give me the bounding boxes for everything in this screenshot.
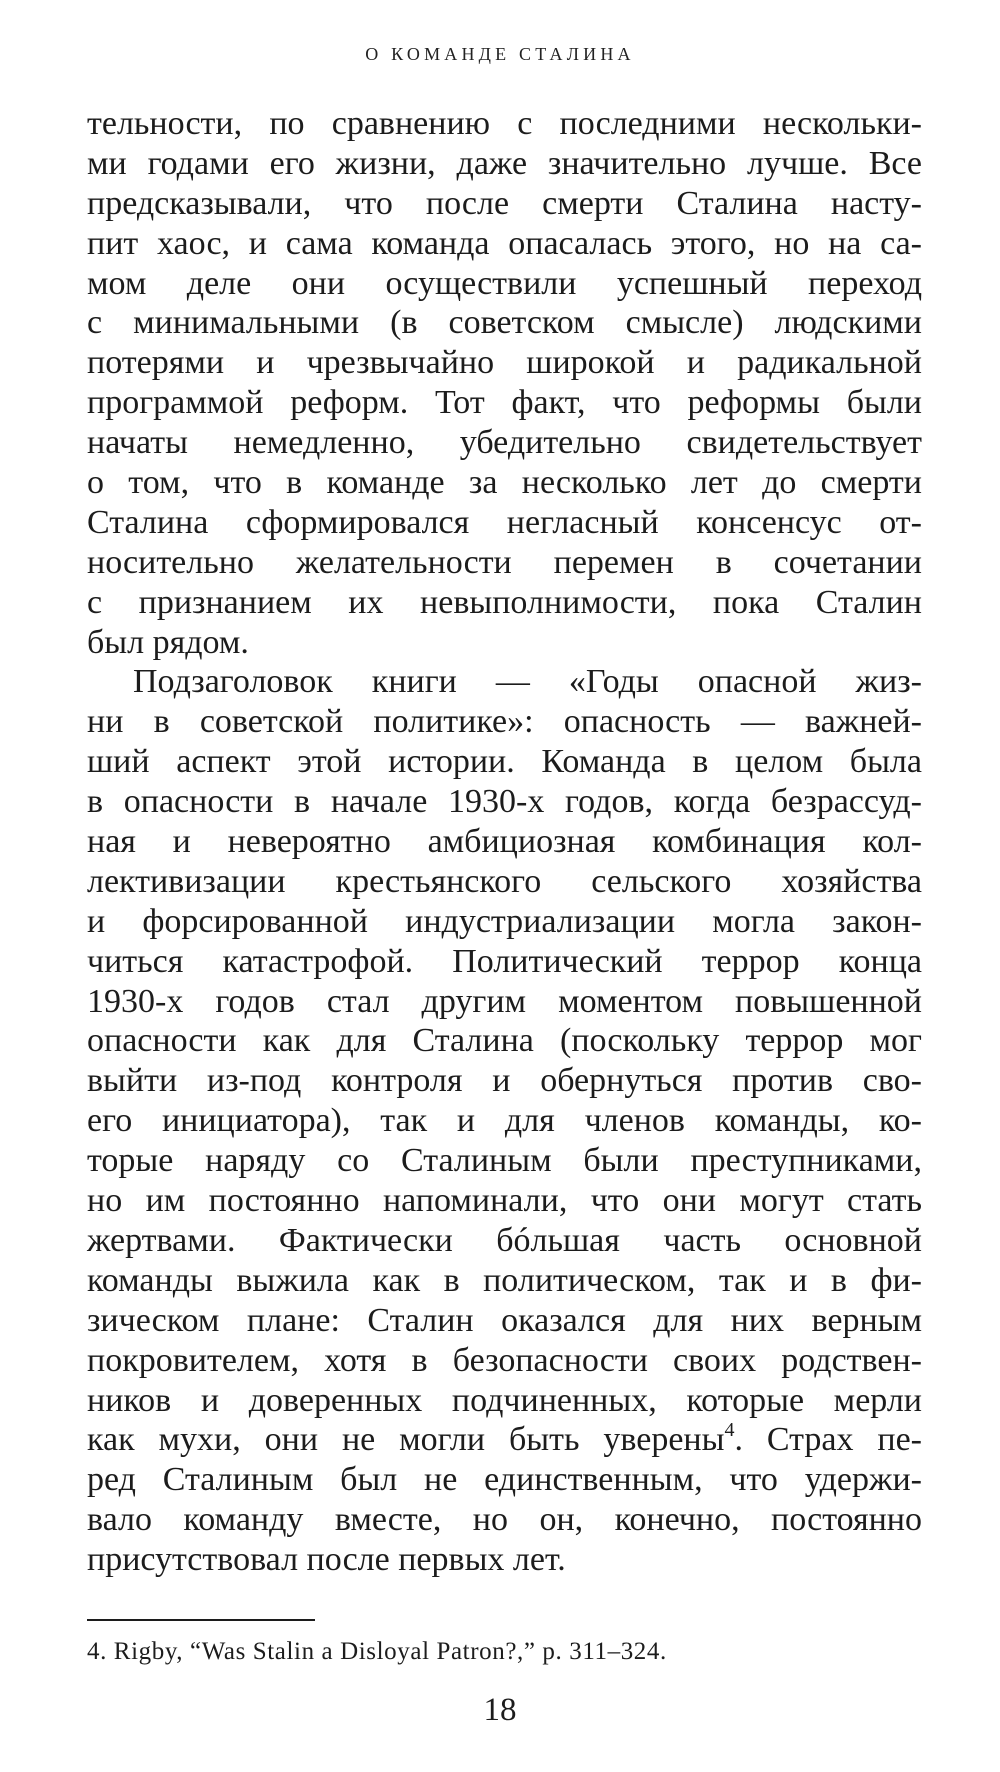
- text-line: о том, что в команде за несколько лет до смерти: [87, 464, 922, 502]
- text-line: мом деле они осуществили успешный переход: [87, 264, 922, 302]
- footnote-divider: [87, 1619, 315, 1621]
- text-fragment: . Страх пе-: [734, 1421, 922, 1459]
- text-line: ников и доверенных подчиненных, которые мерли: [87, 1381, 922, 1419]
- text-line: выйти из-под контроля и обернуться против сво-: [87, 1062, 922, 1100]
- text-line: Подзаголовок книги — «Годы опасной жиз-: [133, 663, 922, 701]
- footnote-reference[interactable]: 4: [724, 1419, 735, 1442]
- running-head: О КОМАНДЕ СТАЛИНА: [365, 44, 635, 64]
- text-line: пит хаос, и сама команда опасалась этого, но на са-: [87, 224, 922, 262]
- text-line: ми годами его жизни, даже значительно лучше. Все: [87, 144, 922, 182]
- footnote-text: 4. Rigby, “Was Stalin a Disloyal Patron?,” p. 311–324.: [87, 1638, 667, 1665]
- text-line: программой реформ. Тот факт, что реформы были: [87, 384, 922, 422]
- text-line: ная и невероятно амбициозная комбинация кол-: [87, 823, 922, 861]
- text-line: присутствовал после первых лет.: [87, 1541, 566, 1579]
- text-line: опасности как для Сталина (поскольку террор мог: [87, 1022, 922, 1060]
- text-line-with-footnote-ref: [87, 1420, 922, 1460]
- text-line: ред Сталиным был не единственным, что удержи-: [87, 1461, 922, 1499]
- text-line: носительно желательности перемен в сочетании: [87, 543, 922, 581]
- text-line: его инициатора), так и для членов команды, ко-: [87, 1102, 922, 1140]
- text-line: читься катастрофой. Политический террор конца: [87, 942, 922, 980]
- text-line: но им постоянно напоминали, что они могут стать: [87, 1182, 922, 1220]
- text-line: ни в советской политике»: опасность — важней-: [87, 703, 922, 741]
- text-line: вало команду вместе, но он, конечно, постоянно: [87, 1501, 922, 1539]
- paragraph-2: [87, 662, 922, 1579]
- text-line: с признанием их невыполнимости, пока Сталин: [87, 583, 922, 621]
- text-line: начаты немедленно, убедительно свидетельствует: [87, 424, 922, 462]
- page-number: 18: [483, 1692, 517, 1728]
- text-line: зическом плане: Сталин оказался для них верным: [87, 1301, 922, 1339]
- text-line: ший аспект этой истории. Команда в целом была: [87, 743, 922, 781]
- text-line: был рядом.: [87, 623, 249, 661]
- text-fragment: как мухи, они не могли быть уверены: [87, 1421, 725, 1459]
- text-line: потерями и чрезвычайно широкой и радикальной: [87, 344, 922, 382]
- paragraph-1: [87, 104, 922, 662]
- text-line: команды выжила как в политическом, так и в фи-: [87, 1261, 922, 1299]
- text-line: покровителем, хотя в безопасности своих родствен-: [87, 1341, 922, 1379]
- text-line: тельности, по сравнению с последними нескольки-: [87, 105, 922, 142]
- text-line: и форсированной индустриализации могла закон-: [87, 902, 922, 940]
- text-line: лективизации крестьянского сельского хозяйства: [87, 862, 922, 900]
- text-line: в опасности в начале 1930-х годов, когда безрассуд-: [87, 783, 922, 821]
- text-line: с минимальными (в советском смысле) людскими: [87, 304, 922, 342]
- text-line: торые наряду со Сталиным были преступниками,: [87, 1142, 922, 1180]
- body-text: [87, 104, 922, 1580]
- text-line: жертвами. Фактически бóльшая часть основной: [87, 1221, 922, 1259]
- text-line: Сталина сформировался негласный консенсус от-: [87, 503, 922, 541]
- text-line: предсказывали, что после смерти Сталина насту-: [87, 184, 922, 222]
- text-line: 1930-х годов стал другим моментом повышенной: [87, 982, 922, 1020]
